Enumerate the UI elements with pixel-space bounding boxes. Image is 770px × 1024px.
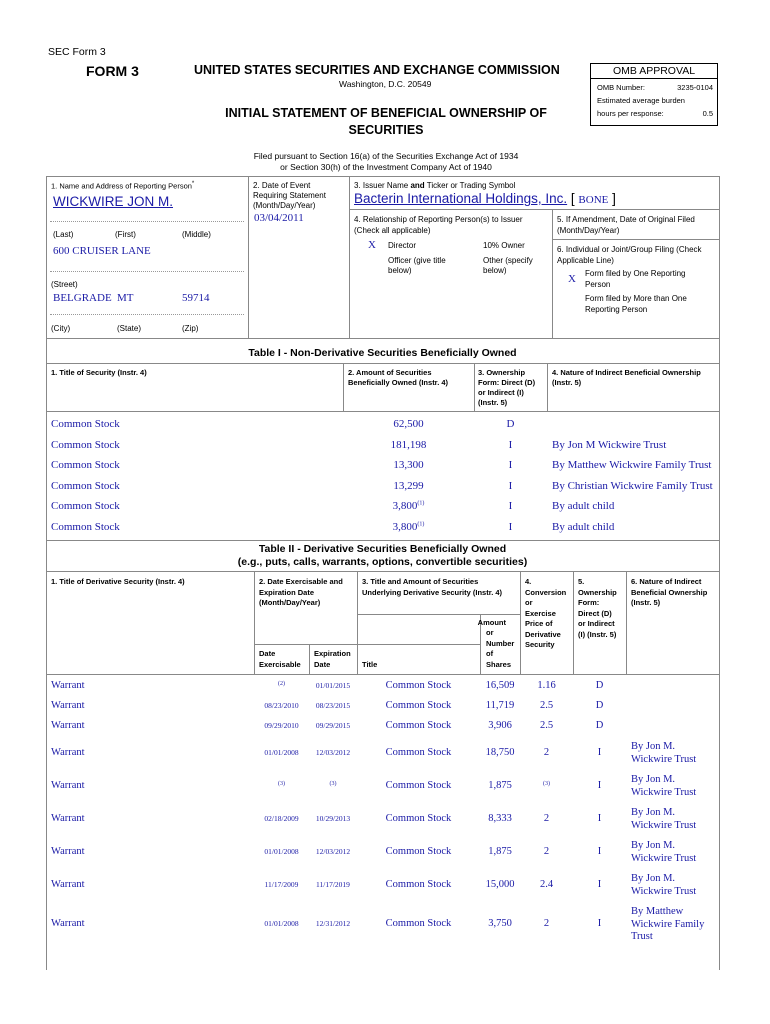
t2-sub-date-exercisable: Date Exercisable (259, 649, 301, 669)
director-check[interactable]: X (368, 239, 376, 251)
t1-ownership-form: I (508, 479, 513, 492)
t1-security-title: Common Stock (51, 418, 120, 430)
commission-location: Washington, D.C. 20549 (339, 79, 432, 89)
t2-col-title: 1. Title of Derivative Security (Instr. 4) (51, 577, 185, 586)
omb-number-value: 3235-0104 (677, 83, 713, 92)
t1-ownership-form: I (508, 500, 513, 513)
statement-title: INITIAL STATEMENT OF BENEFICIAL OWNERSHIP OF SECURITIES (225, 106, 547, 137)
t2-sub-expiration: Expiration Date (314, 649, 351, 669)
t2-underlying-title: Common Stock (385, 700, 452, 711)
city-label: (City) (51, 324, 71, 333)
t1-ownership-form: I (508, 459, 513, 472)
t2-shares: 3,750 (488, 918, 512, 929)
filed-pursuant: Filed pursuant to Section 16(a) of the Securities Exchange Act of 1934 or Section 30(h) of the Investment Company Act of 1940 (253, 151, 519, 172)
t2-conversion-price: 2 (543, 846, 550, 857)
table1-row (46, 476, 719, 496)
event-date-label: 2. Date of Event Requiring Statement (Month/Day/Year) (253, 181, 326, 210)
t2-derivative-title: Warrant (51, 700, 85, 711)
t2-derivative-title: Warrant (51, 780, 85, 791)
t2-date-exercisable: 09/29/2010 (264, 721, 299, 730)
t2-expiration-date: 11/17/2019 (316, 880, 350, 889)
table1-row (46, 496, 719, 516)
t2-expiration-date: 10/29/2013 (315, 814, 351, 823)
t2-derivative-title: Warrant (51, 747, 85, 758)
t1-col-ownership: 3. Ownership Form: Direct (D) or Indirect (I) (Instr. 5) (478, 368, 536, 407)
t2-shares: 15,000 (485, 879, 515, 890)
t1-security-title: Common Stock (51, 479, 120, 492)
t1-security-title: Common Stock (51, 459, 120, 472)
t2-derivative-title: Warrant (51, 846, 85, 857)
t2-conversion-price: 2 (543, 918, 550, 929)
table2-row (46, 697, 719, 717)
t2-underlying-title: Common Stock (385, 720, 452, 731)
zip-value: 59714 (182, 292, 210, 304)
omb-approval-box (590, 63, 718, 126)
t2-ownership-form: D (595, 720, 604, 731)
event-date-value: 03/04/2011 (254, 212, 304, 224)
t2-date-exercisable: 11/17/2009 (264, 880, 299, 889)
t2-shares: 8,333 (488, 813, 512, 824)
last-label: (Last) (53, 230, 74, 239)
t2-expiration-date: 12/31/2012 (315, 919, 351, 928)
t2-ownership-form: I (597, 918, 602, 929)
t2-underlying-title: Common Stock (385, 780, 452, 791)
t2-date-exercisable: (2) (278, 681, 285, 687)
omb-hours-value: 0.5 (702, 109, 713, 118)
omb-burden-label: Estimated average burden (597, 96, 685, 105)
issuer-name-line: Bacterin International Holdings, Inc. [ BONE ] (354, 191, 616, 206)
top-section-border (46, 176, 719, 177)
t2-col-conversion: 4. Conversion or Exercise Price of Derivative Security (525, 577, 567, 649)
t2-derivative-title: Warrant (51, 813, 85, 824)
t2-shares: 18,750 (485, 747, 515, 758)
t1-amount: 13,300 (393, 459, 424, 472)
t2-conversion-price: 2.4 (539, 879, 554, 890)
t2-col-nature: 6. Nature of Indirect Beneficial Ownership (Instr. 5) (631, 577, 708, 607)
t2-date-exercisable: (3) (278, 781, 285, 787)
t2-col-dates: 2. Date Exercisable and Expiration Date (Month/Day/Year) (259, 577, 343, 607)
t2-underlying-title: Common Stock (385, 813, 452, 824)
t2-expiration-date: 09/29/2015 (315, 721, 351, 730)
t2-date-exercisable: 01/01/2008 (264, 748, 299, 757)
omb-title: OMB APPROVAL (591, 64, 717, 79)
t2-derivative-title: Warrant (51, 879, 85, 890)
t2-shares: 3,906 (488, 720, 512, 731)
t1-nature: By adult child (552, 521, 615, 533)
t2-conversion-price: (3) (543, 781, 550, 787)
t2-ownership-form: I (597, 846, 602, 857)
t2-conversion-price: 2 (543, 747, 550, 758)
right-border (719, 176, 720, 970)
t2-ownership-form: I (597, 747, 602, 758)
table2-row (46, 869, 719, 902)
t2-col-ownership: 5. Ownership Form: Direct (D) or Indirect (I) (Instr. 5) (578, 577, 617, 639)
reporting-person-name[interactable]: WICKWIRE JON M. (53, 194, 173, 209)
filing-type-label: 6. Individual or Joint/Group Filing (Check Applicable Line) (557, 245, 702, 265)
form-title: FORM 3 (86, 63, 139, 79)
t2-ownership-form: I (597, 813, 602, 824)
t1-amount: 3,800$^{(1)}$ (392, 521, 425, 533)
t2-expiration-date: 01/01/2015 (315, 681, 351, 690)
t1-nature: By adult child (552, 500, 615, 513)
table2-row (46, 717, 719, 737)
t2-expiration-date: 12/03/2012 (315, 748, 351, 757)
t2-conversion-price: 1.16 (537, 680, 556, 691)
t1-amount: 13,299 (393, 479, 424, 492)
t2-underlying-title: Common Stock (385, 680, 452, 691)
table1-row (46, 435, 719, 455)
t1-nature: By Matthew Wickwire Family Trust (552, 459, 712, 472)
t1-col-title: 1. Title of Security (Instr. 4) (51, 368, 147, 377)
table1-title: Table I - Non-Derivative Securities Beneficially Owned (248, 347, 517, 359)
other-label: Other (specify below) (483, 256, 533, 275)
t2-date-exercisable: 01/01/2008 (264, 847, 299, 856)
director-label: Director (388, 241, 417, 250)
reporting-person-label: 1. Name and Address of Reporting Person* (51, 181, 195, 191)
t2-shares: 16,509 (485, 680, 515, 691)
t2-underlying-title: Common Stock (385, 747, 452, 758)
t2-derivative-title: Warrant (51, 720, 85, 731)
t2-conversion-price: 2 (543, 813, 550, 824)
omb-number-label: OMB Number: (597, 83, 645, 92)
table2-row (46, 803, 719, 836)
t2-shares: 1,875 (488, 846, 512, 857)
t2-date-exercisable: 02/18/2009 (264, 814, 299, 823)
t2-sub-amount-rest: or Number of Shares (486, 628, 515, 669)
t2-sub-title: Title (362, 660, 378, 669)
one-person-check[interactable]: X (568, 273, 576, 285)
t2-ownership-form: I (597, 780, 602, 791)
t1-col-amount: 2. Amount of Securities Beneficially Owned (Instr. 4) (348, 368, 449, 387)
t2-underlying-title: Common Stock (385, 879, 452, 890)
t2-conversion-price: 2.5 (539, 720, 554, 731)
commission-title: UNITED STATES SECURITIES AND EXCHANGE COMMISSION (194, 63, 560, 77)
t1-security-title: Common Stock (51, 500, 120, 513)
one-person-label: Form filed by One Reporting Person (585, 269, 686, 289)
middle-label: (Middle) (182, 230, 211, 239)
sec-form-label: SEC Form 3 (48, 46, 106, 58)
t2-nature: By Jon M. Wickwire Trust (631, 774, 697, 798)
t2-nature: By Matthew Wickwire Family Trust (631, 906, 705, 942)
t1-nature: By Christian Wickwire Family Trust (552, 479, 713, 492)
amendment-label: 5. If Amendment, Date of Original Filed (Month/Day/Year) (557, 215, 695, 235)
first-label: (First) (115, 230, 136, 239)
t1-security-title: Common Stock (51, 521, 120, 533)
t1-nature: By Jon M Wickwire Trust (552, 438, 667, 451)
table2-row (46, 836, 719, 869)
table2-row (46, 737, 719, 770)
t2-col-underlying: 3. Title and Amount of Securities Underlying Derivative Security (Instr. 4) (362, 577, 503, 597)
t1-ownership-form: I (508, 438, 513, 451)
table2-title: Table II - Derivative Securities Beneficially Owned (e.g., puts, calls, warrants, options, convertible securities) (237, 543, 528, 568)
ticker-symbol: BONE (578, 194, 609, 206)
state-value: MT (117, 292, 134, 304)
state-label: (State) (117, 324, 142, 333)
t2-nature: By Jon M. Wickwire Trust (631, 840, 697, 864)
relationship-label: 4. Relationship of Reporting Person(s) to Issuer (Check all applicable) (354, 215, 523, 235)
t2-shares: 11,719 (485, 700, 515, 711)
table1-row (46, 414, 719, 434)
t2-nature: By Jon M. Wickwire Trust (631, 741, 697, 765)
officer-label: Officer (give title below) (388, 256, 446, 275)
t2-expiration-date: (3) (329, 781, 337, 787)
t2-shares: 1,875 (488, 780, 512, 791)
t2-sub-amount: Amount (477, 618, 506, 627)
street-label: (Street) (51, 280, 78, 289)
t1-security-title: Common Stock (51, 438, 120, 451)
t1-col-nature: 4. Nature of Indirect Beneficial Ownership (Instr. 5) (552, 368, 701, 387)
table2-row (46, 677, 719, 697)
table1-row (46, 455, 719, 475)
multi-person-label: Form filed by More than One Reporting Person (585, 294, 687, 314)
t1-amount: 181,198 (390, 438, 427, 451)
t2-expiration-date: 08/23/2015 (315, 701, 351, 710)
t2-underlying-title: Common Stock (385, 846, 452, 857)
issuer-name-link[interactable]: Bacterin International Holdings, Inc. (354, 191, 568, 206)
street-value: 600 CRUISER LANE (53, 245, 151, 257)
t2-expiration-date: 12/03/2012 (315, 847, 351, 856)
t2-ownership-form: D (595, 680, 604, 691)
t2-ownership-form: I (597, 879, 602, 890)
t2-underlying-title: Common Stock (385, 918, 452, 929)
omb-hours-label: hours per response: (597, 109, 664, 118)
t2-derivative-title: Warrant (51, 918, 85, 929)
t1-ownership-form: D (506, 418, 515, 430)
t2-ownership-form: D (595, 700, 604, 711)
t2-date-exercisable: 08/23/2010 (264, 701, 299, 710)
table2-row (46, 770, 719, 803)
t1-ownership-form: I (508, 521, 513, 533)
issuer-label: 3. Issuer Name and Ticker or Trading Symbol (354, 181, 516, 190)
t2-conversion-price: 2.5 (539, 700, 554, 711)
t2-date-exercisable: 01/01/2008 (264, 919, 299, 928)
table1-row (46, 517, 719, 537)
t2-derivative-title: Warrant (51, 680, 85, 691)
t1-amount: 3,800$^{(1)}$ (392, 500, 425, 513)
t1-amount: 62,500 (393, 418, 424, 430)
t2-nature: By Jon M. Wickwire Trust (631, 807, 697, 831)
t2-nature: By Jon M. Wickwire Trust (631, 873, 697, 897)
ten-percent-owner-label: 10% Owner (483, 241, 525, 250)
table2-row (46, 902, 719, 947)
city-value: BELGRADE (53, 292, 112, 304)
zip-label: (Zip) (182, 324, 199, 333)
